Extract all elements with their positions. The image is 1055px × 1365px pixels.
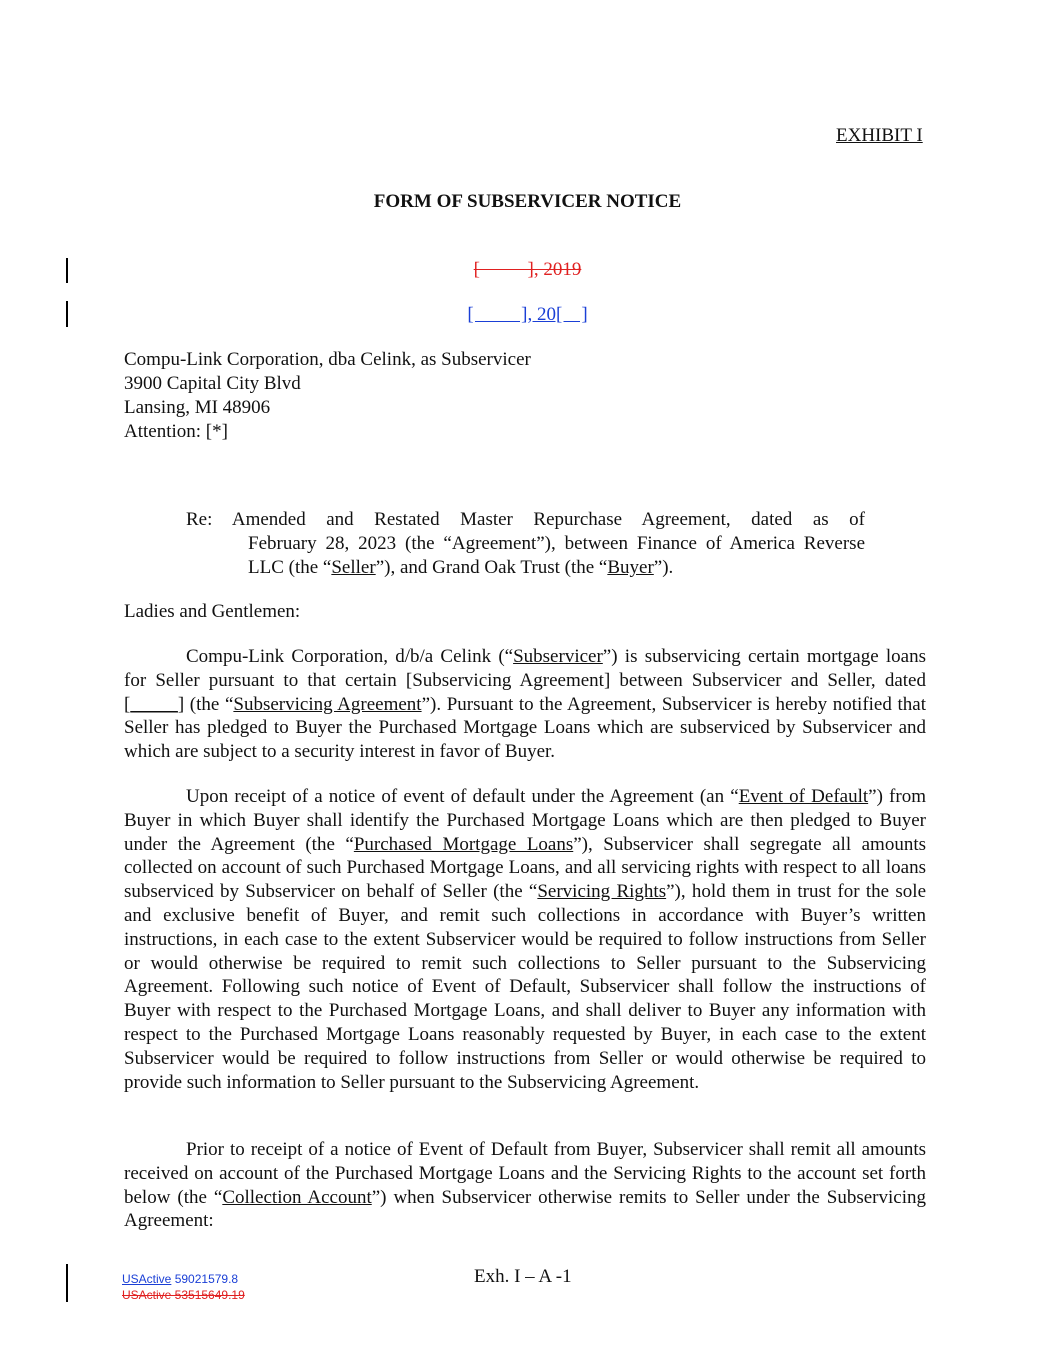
page-number: Exh. I – A -1 [474, 1266, 572, 1287]
address-block [124, 348, 531, 444]
exhibit-label: EXHIBIT I [836, 125, 923, 146]
address-line: Attention: [*] [124, 421, 228, 442]
page-title: FORM OF SUBSERVICER NOTICE [373, 191, 682, 212]
paragraph-1: Compu-Link Corporation, d/b/a Celink (“Subservicer”) is subservicing certain mortgage loans for Seller pursuant to that certain [Subservicing Agreement] between Subservicer and Seller, dated [_____] (the “Subservicing Agreement”). Pursuant to the Agreement, Subservicer is hereby notified that Seller has pledged to Buyer the Purchased Mortgage Loans which are subserviced by Subservicer and which are subject to a security interest in favor of Buyer. [124, 646, 926, 763]
change-bar [66, 1264, 68, 1302]
defined-term-seller: Seller [331, 557, 376, 578]
paragraph-3: Prior to receipt of a notice of Event of Default from Buyer, Subservicer shall remit all amounts received on account of the Purchased Mortgage Loans and the Servicing Rights to the account set forth below (the “Collection Account”) when Subservicer otherwise remits to Seller under the Subservicing Agreement: [124, 1139, 926, 1232]
doc-id-footer [122, 1271, 245, 1303]
re-first-line: Re: Amended and Restated Master Repurchase Agreement, dated as of [186, 509, 865, 530]
defined-term: Servicing Rights [537, 881, 667, 903]
inserted-date-line [0, 304, 1055, 326]
deleted-date: [ ], 2019 [473, 259, 582, 280]
salutation: Ladies and Gentlemen: [124, 601, 301, 622]
defined-term-buyer: Buyer [607, 557, 654, 578]
defined-term: Collection Account [222, 1186, 372, 1208]
doc-id-inserted: USActive 59021579.8 [122, 1272, 239, 1286]
re-line [186, 508, 865, 580]
blank-date: _____ [130, 693, 178, 715]
inserted-date: [ ], 20[ ] [467, 304, 588, 325]
address-line: Lansing, MI 48906 [124, 397, 271, 418]
defined-term: Subservicing Agreement [233, 693, 422, 715]
paragraph-2: Upon receipt of a notice of event of default under the Agreement (an “Event of Default”) from Buyer in which Buyer shall identify the Purchased Mortgage Loans which are then pledged to Buyer under the Agreement (the “Purchased Mortgage Loans”), Subservicer shall segregate all amounts collected on account of such Purchased Mortgage Loans, and all servicing rights with respect to all loans subserviced by Subservicer on behalf of Seller (the “Servicing Rights”), hold them in trust for the sole and exclusive benefit of Buyer, and remit such collections in accordance with Buyer’s written instructions, in each case to the extent Subservicer would be required to follow instructions from Seller or would otherwise be required to remit such collections to Seller pursuant to the Subservicing Agreement. Following such notice of Event of Default, Subservicer shall follow the instructions of Buyer with respect to the Purchased Mortgage Loans, and shall deliver to Buyer any information with respect to the Purchased Mortgage Loans reasonably requested by Buyer, in each case to the extent Subservicer would be required to follow instructions from Seller or would otherwise be required to provide such information to Seller pursuant to the Subservicing Agreement. [124, 786, 926, 1093]
address-line: 3900 Capital City Blvd [124, 373, 301, 394]
address-line: Compu-Link Corporation, dba Celink, as Subservicer [124, 349, 531, 370]
re-continuation: February 28, 2023 (the “Agreement”), between Finance of America Reverse LLC (the “Seller”), and Grand Oak Trust (the “Buyer”). [248, 533, 865, 578]
defined-term: Purchased Mortgage Loans [353, 833, 574, 855]
doc-id-deleted: USActive 53515649.19 [122, 1288, 245, 1302]
deleted-date-line [0, 259, 1055, 281]
defined-term: Event of Default [738, 786, 869, 807]
defined-term: Subservicer [513, 646, 603, 667]
